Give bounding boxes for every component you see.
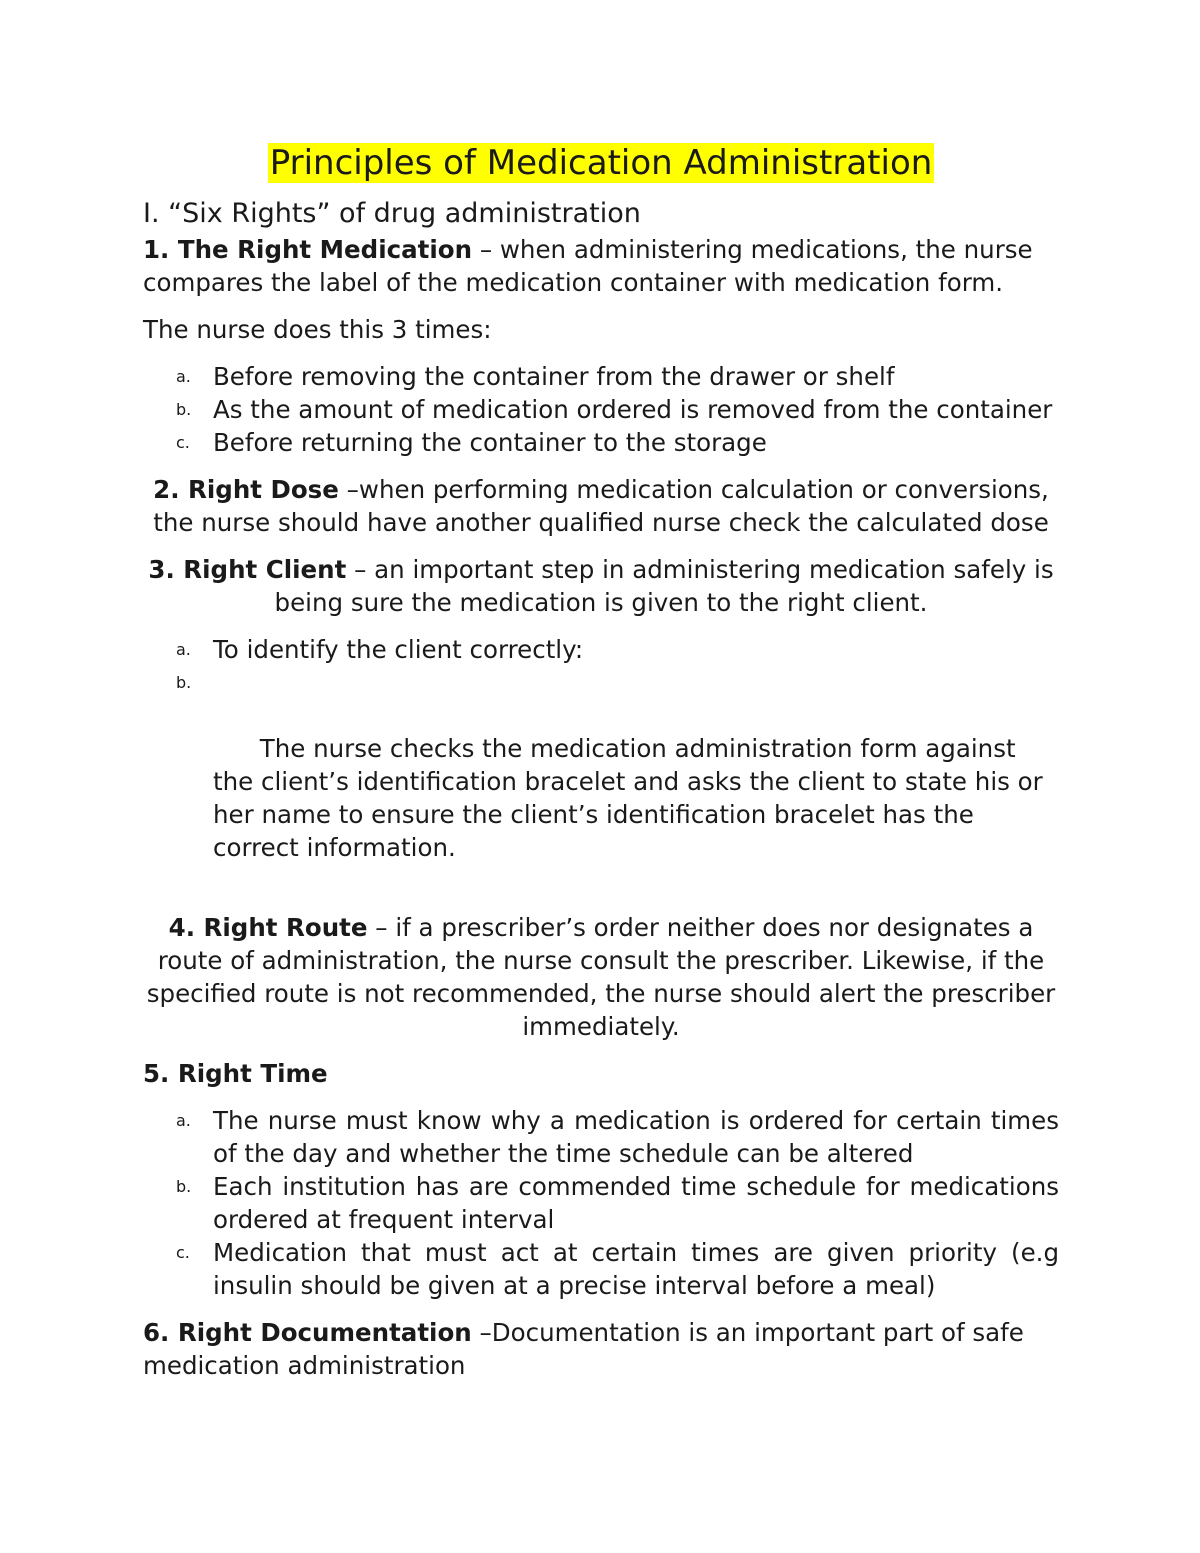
list-item: [143, 633, 1059, 666]
list-marker: b.: [176, 1177, 192, 1196]
list-item-text: Each institution has are commended time schedule for medications ordered at frequent interval: [213, 1172, 1059, 1234]
right-client-paragraph: [143, 553, 1059, 619]
list-item-text: The nurse must know why a medication is ordered for certain times of the day and whether the time schedule can be altered: [213, 1106, 1059, 1168]
client-check-list: [143, 633, 1090, 897]
list-item-text: To identify the client correctly:: [213, 635, 584, 664]
right-medication-text: – when administering medications, the nurse compares the label of the medication container with medication form.: [143, 235, 1033, 297]
right-route-label: 4. Right Route: [168, 913, 368, 942]
list-item-text: Before removing the container from the drawer or shelf: [213, 362, 895, 391]
right-time-label: 5. Right Time: [143, 1059, 328, 1088]
right-dose-label: 2. Right Dose: [153, 475, 339, 504]
title-block: [143, 140, 1059, 186]
list-marker: a.: [176, 1111, 191, 1130]
list-item-text: Before returning the container to the storage: [213, 428, 767, 457]
list-item: [143, 1104, 1059, 1170]
right-time-heading: [143, 1057, 1059, 1090]
list-marker: b.: [176, 400, 192, 419]
list-item: [143, 1236, 1059, 1302]
right-documentation-paragraph: [143, 1316, 1059, 1382]
list-item: [143, 393, 1059, 426]
medication-check-list: [143, 360, 1059, 459]
list-marker: c.: [176, 433, 190, 452]
right-medication-paragraph: [143, 233, 1059, 299]
right-route-text: – if a prescriber’s order neither does nor designates a route of administration, the nurse consult the prescriber. Likewise, if the specified route is not recommended, the nurse should alert the prescriber immediately.: [146, 913, 1056, 1041]
right-documentation-text: –Documentation is an important part of safe medication administration: [143, 1318, 1024, 1380]
medication-intro: The nurse does this 3 times:: [143, 315, 492, 344]
list-marker: c.: [176, 1243, 190, 1262]
right-documentation-label: 6. Right Documentation: [143, 1318, 472, 1347]
list-item-text: As the amount of medication ordered is removed from the container: [213, 395, 1053, 424]
document-page: [143, 140, 1090, 1396]
list-marker: a.: [176, 640, 191, 659]
time-check-list: [143, 1104, 1059, 1302]
right-dose-text: –when performing medication calculation or conversions, the nurse should have another qualified nurse check the calculated dose: [153, 475, 1049, 537]
right-medication-label: 1. The Right Medication: [143, 235, 473, 264]
right-client-text: – an important step in administering medication safely is being sure the medication is given to the right client.: [274, 555, 1054, 617]
document-title: Principles of Medication Administration: [269, 143, 933, 183]
list-item: [143, 360, 1059, 393]
list-marker: b.: [176, 673, 192, 692]
list-item-text: Medication that must act at certain times are given priority (e.g insulin should be given at a precise interval before a meal): [213, 1238, 1059, 1300]
list-item: [143, 426, 1059, 459]
right-client-label: 3. Right Client: [148, 555, 347, 584]
list-item: [143, 1170, 1059, 1236]
list-item: [143, 666, 1090, 897]
right-route-paragraph: [143, 911, 1059, 1043]
list-item-text: The nurse checks the medication administration form against the client’s identification bracelet and asks the client to state his or her name to ensure the client’s identification bracelet has the correct information.: [213, 734, 1090, 862]
list-marker: a.: [176, 367, 191, 386]
right-dose-paragraph: [143, 473, 1059, 539]
section-heading: I. “Six Rights” of drug administration: [143, 198, 641, 229]
